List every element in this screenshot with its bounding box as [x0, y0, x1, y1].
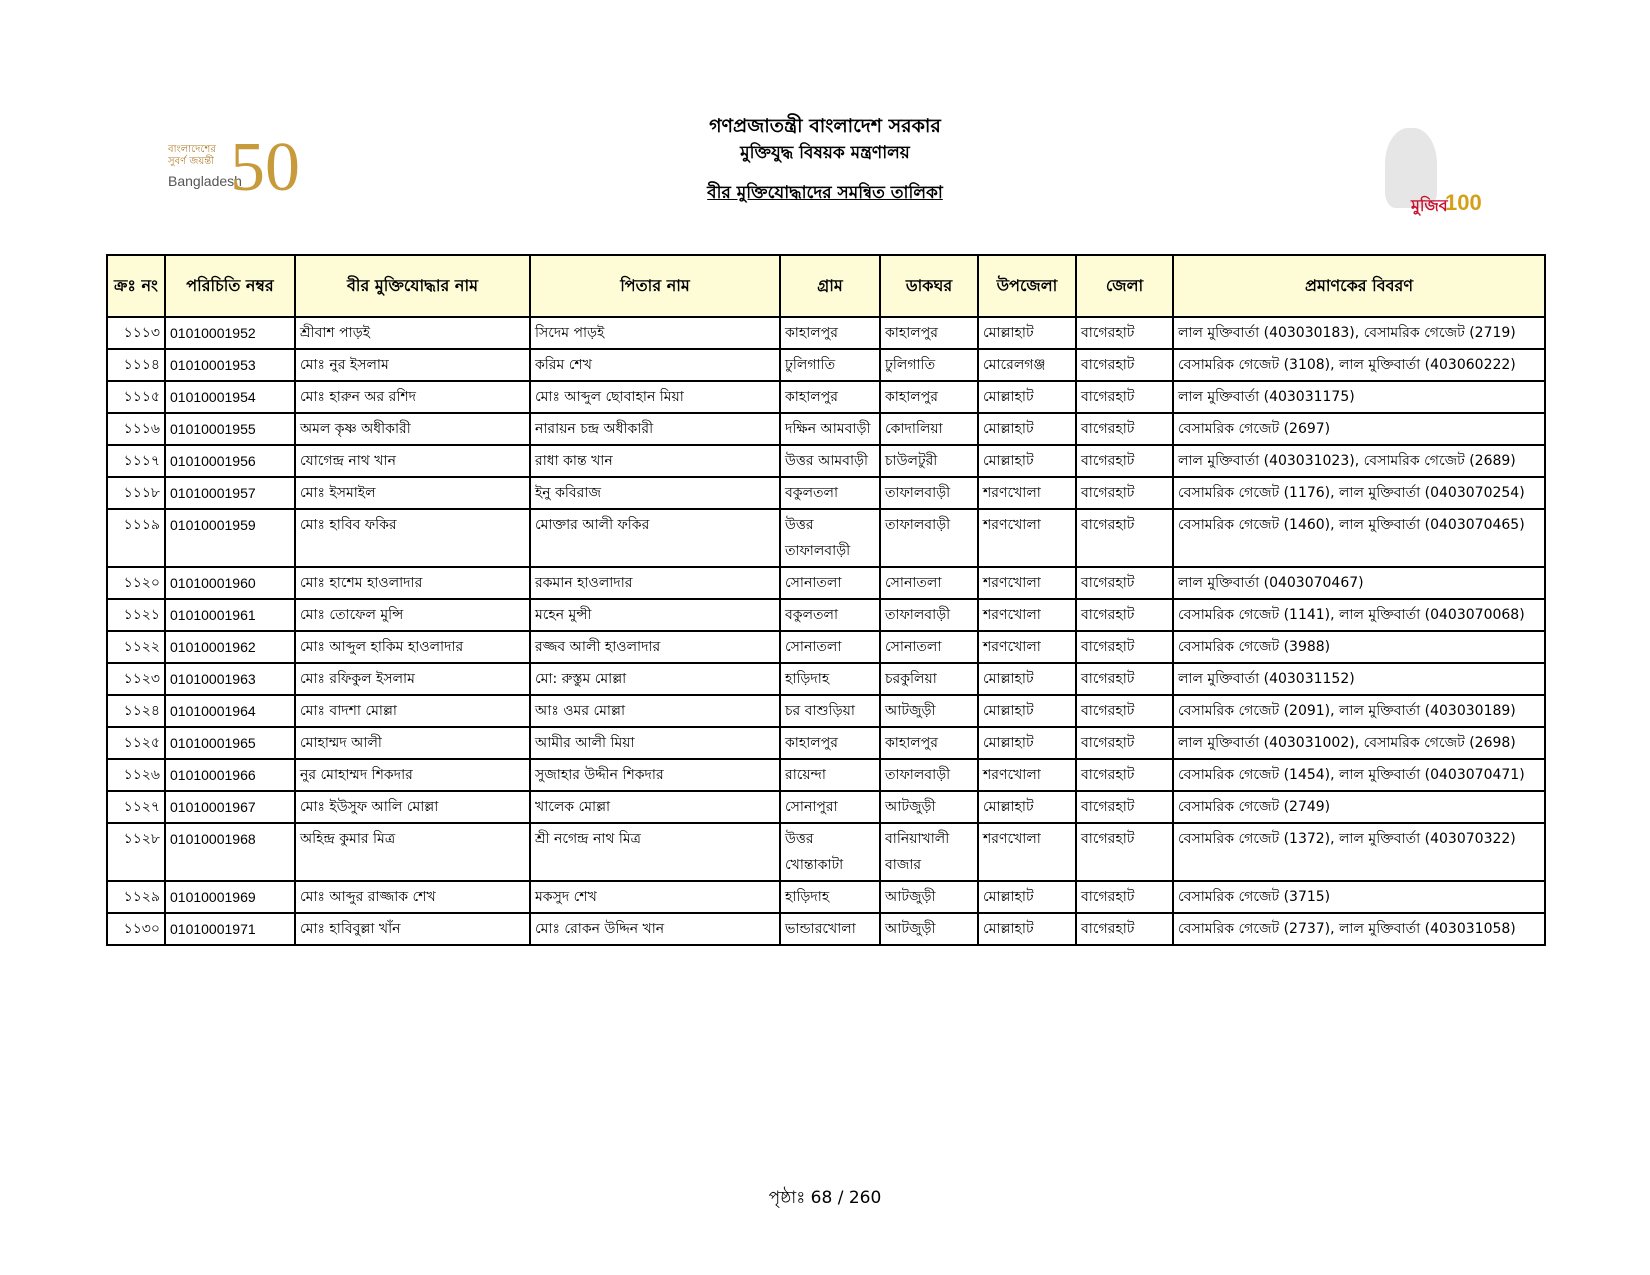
village-cell: হাড়িদাহ: [780, 881, 880, 913]
id-number-cell: 01010001971: [165, 913, 295, 945]
table-row: [107, 567, 1545, 599]
village-cell: বকুলতলা: [780, 599, 880, 631]
id-number-cell: 01010001955: [165, 413, 295, 445]
serial-header: ক্রঃ নং: [107, 255, 165, 317]
evidence-cell: বেসামরিক গেজেট (3108), লাল মুক্তিবার্তা (403060222): [1173, 349, 1545, 381]
father-name-cell: ইনু কবিরাজ: [530, 477, 780, 509]
page-number: পৃষ্ঠাঃ 68 / 260: [768, 1188, 882, 1208]
table-row: [107, 317, 1545, 349]
district-cell: বাগেরহাট: [1076, 599, 1173, 631]
id-number-cell: 01010001969: [165, 881, 295, 913]
id-number-header: পরিচিতি নম্বর: [165, 255, 295, 317]
post-office-cell: তাফালবাড়ী: [880, 509, 978, 567]
serial-cell: ১১২১: [107, 599, 165, 631]
table-row: [107, 509, 1545, 567]
evidence-cell: বেসামরিক গেজেট (1460), লাল মুক্তিবার্তা (0403070465): [1173, 509, 1545, 567]
village-cell: কাহালপুর: [780, 381, 880, 413]
logo-right-bn-text: মুজিব: [1411, 196, 1448, 215]
upazila-cell: মোল্লাহাট: [978, 445, 1076, 477]
id-number-cell: 01010001966: [165, 759, 295, 791]
fighter-name-cell: মোঃ বাদশা মোল্লা: [295, 695, 530, 727]
district-cell: বাগেরহাট: [1076, 791, 1173, 823]
upazila-cell: শরণখোলা: [978, 823, 1076, 881]
post-office-cell: চরকুলিয়া: [880, 663, 978, 695]
upazila-cell: মোল্লাহাট: [978, 727, 1076, 759]
village-cell: উত্তর আমবাড়ী: [780, 445, 880, 477]
id-number-cell: 01010001967: [165, 791, 295, 823]
post-office-cell: ঢুলিগাতি: [880, 349, 978, 381]
fighter-name-cell: যোগেন্দ্র নাথ খান: [295, 445, 530, 477]
village-cell: সোনাপুরা: [780, 791, 880, 823]
upazila-cell: মোল্লাহাট: [978, 413, 1076, 445]
serial-cell: ১১২৬: [107, 759, 165, 791]
serial-cell: ১১১৩: [107, 317, 165, 349]
district-cell: বাগেরহাট: [1076, 759, 1173, 791]
serial-cell: ১১২৪: [107, 695, 165, 727]
fighter-name-cell: মোঃ হাবিবুল্লা খাঁন: [295, 913, 530, 945]
upazila-cell: শরণখোলা: [978, 631, 1076, 663]
upazila-cell: শরণখোলা: [978, 509, 1076, 567]
district-cell: বাগেরহাট: [1076, 823, 1173, 881]
post-office-cell: তাফালবাড়ী: [880, 477, 978, 509]
upazila-cell: শরণখোলা: [978, 477, 1076, 509]
upazila-header: উপজেলা: [978, 255, 1076, 317]
upazila-cell: শরণখোলা: [978, 599, 1076, 631]
village-cell: হাড়িদাহ: [780, 663, 880, 695]
village-cell: দক্ষিন আমবাড়ী: [780, 413, 880, 445]
fighter-name-cell: শ্রীবাশ পাড়ই: [295, 317, 530, 349]
village-cell: সোনাতলা: [780, 631, 880, 663]
table-row: [107, 349, 1545, 381]
upazila-cell: মোল্লাহাট: [978, 381, 1076, 413]
id-number-cell: 01010001968: [165, 823, 295, 881]
evidence-cell: বেসামরিক গেজেট (3988): [1173, 631, 1545, 663]
serial-cell: ১১২৩: [107, 663, 165, 695]
table-row: [107, 631, 1545, 663]
id-number-cell: 01010001962: [165, 631, 295, 663]
father-name-cell: রজ্জব আলী হাওলাদার: [530, 631, 780, 663]
government-title: গণপ্রজাতন্ত্রী বাংলাদেশ সরকার: [709, 115, 941, 137]
father-name-cell: মোক্তার আলী ফকির: [530, 509, 780, 567]
post-office-cell: আটজুড়ী: [880, 913, 978, 945]
father-name-cell: মহেন মুন্সী: [530, 599, 780, 631]
serial-cell: ১১২৭: [107, 791, 165, 823]
table-row: [107, 663, 1545, 695]
village-cell: সোনাতলা: [780, 567, 880, 599]
district-cell: বাগেরহাট: [1076, 695, 1173, 727]
serial-cell: ১১২০: [107, 567, 165, 599]
serial-cell: ১১১৬: [107, 413, 165, 445]
fighter-name-cell: মোঃ আব্দুর রাজ্জাক শেখ: [295, 881, 530, 913]
fighter-name-cell: মোহাম্মদ আলী: [295, 727, 530, 759]
district-cell: বাগেরহাট: [1076, 663, 1173, 695]
fighter-name-cell: মোঃ ইসমাইল: [295, 477, 530, 509]
father-name-cell: রাধা কান্ত খান: [530, 445, 780, 477]
evidence-cell: বেসামরিক গেজেট (1141), লাল মুক্তিবার্তা (0403070068): [1173, 599, 1545, 631]
id-number-cell: 01010001957: [165, 477, 295, 509]
father-name-cell: সিদেম পাড়ই: [530, 317, 780, 349]
village-cell: রায়েন্দা: [780, 759, 880, 791]
father-name-cell: সুজাহার উদ্দীন শিকদার: [530, 759, 780, 791]
district-cell: বাগেরহাট: [1076, 567, 1173, 599]
upazila-cell: শরণখোলা: [978, 759, 1076, 791]
serial-cell: ১১২৮: [107, 823, 165, 881]
father-name-cell: নারায়ন চন্দ্র অধীকারী: [530, 413, 780, 445]
post-office-cell: আটজুড়ী: [880, 791, 978, 823]
table-header-row: [107, 255, 1545, 317]
post-office-cell: চাউলটুরী: [880, 445, 978, 477]
village-cell: উত্তর খোন্তাকাটা: [780, 823, 880, 881]
district-cell: বাগেরহাট: [1076, 881, 1173, 913]
fighter-name-cell: নুর মোহাম্মদ শিকদার: [295, 759, 530, 791]
district-header: জেলা: [1076, 255, 1173, 317]
evidence-cell: বেসামরিক গেজেট (1372), লাল মুক্তিবার্তা (403070322): [1173, 823, 1545, 881]
evidence-cell: লাল মুক্তিবার্তা (0403070467): [1173, 567, 1545, 599]
upazila-cell: শরণখোলা: [978, 567, 1076, 599]
evidence-cell: বেসামরিক গেজেট (2091), লাল মুক্তিবার্তা (403030189): [1173, 695, 1545, 727]
village-cell: কাহালপুর: [780, 317, 880, 349]
serial-cell: ১১২৫: [107, 727, 165, 759]
mujib-100-logo: [1375, 128, 1485, 228]
upazila-cell: মোল্লাহাট: [978, 695, 1076, 727]
post-office-cell: কাহালপুর: [880, 727, 978, 759]
father-name-header: পিতার নাম: [530, 255, 780, 317]
evidence-cell: বেসামরিক গেজেট (3715): [1173, 881, 1545, 913]
fighter-name-cell: মোঃ হারুন অর রশিদ: [295, 381, 530, 413]
table-row: [107, 881, 1545, 913]
father-name-cell: আঃ ওমর মোল্লা: [530, 695, 780, 727]
logo-right-number: 100: [1445, 190, 1482, 215]
upazila-cell: মোরেলগঞ্জ: [978, 349, 1076, 381]
post-office-cell: বানিয়াখালী বাজার: [880, 823, 978, 881]
fighter-name-cell: মোঃ রফিকুল ইসলাম: [295, 663, 530, 695]
district-cell: বাগেরহাট: [1076, 349, 1173, 381]
father-name-cell: খালেক মোল্লা: [530, 791, 780, 823]
district-cell: বাগেরহাট: [1076, 509, 1173, 567]
village-cell: ভান্ডারখোলা: [780, 913, 880, 945]
id-number-cell: 01010001960: [165, 567, 295, 599]
serial-cell: ১১১৪: [107, 349, 165, 381]
table-row: [107, 759, 1545, 791]
fighter-name-cell: মোঃ নুর ইসলাম: [295, 349, 530, 381]
table-row: [107, 791, 1545, 823]
district-cell: বাগেরহাট: [1076, 413, 1173, 445]
fighter-name-cell: মোঃ ইউসুফ আলি মোল্লা: [295, 791, 530, 823]
post-office-cell: কাহালপুর: [880, 381, 978, 413]
father-name-cell: মো: রুস্তুম মোল্লা: [530, 663, 780, 695]
serial-cell: ১১২২: [107, 631, 165, 663]
serial-cell: ১১১৯: [107, 509, 165, 567]
father-name-cell: মোঃ আব্দুল ছোবাহান মিয়া: [530, 381, 780, 413]
list-title: বীর মুক্তিযোদ্ধাদের সমন্বিত তালিকা: [707, 183, 943, 203]
post-office-cell: কাহালপুর: [880, 317, 978, 349]
table-row: [107, 445, 1545, 477]
fighter-name-header: বীর মুক্তিযোদ্ধার নাম: [295, 255, 530, 317]
district-cell: বাগেরহাট: [1076, 477, 1173, 509]
table-row: [107, 913, 1545, 945]
id-number-cell: 01010001956: [165, 445, 295, 477]
evidence-cell: বেসামরিক গেজেট (2737), লাল মুক্তিবার্তা (403031058): [1173, 913, 1545, 945]
evidence-cell: লাল মুক্তিবার্তা (403031175): [1173, 381, 1545, 413]
logo-left-number: 50: [230, 129, 300, 206]
fighter-name-cell: মোঃ আব্দুল হাকিম হাওলাদার: [295, 631, 530, 663]
father-name-cell: মকসুদ শেখ: [530, 881, 780, 913]
freedom-fighters-table: [106, 254, 1546, 946]
evidence-cell: বেসামরিক গেজেট (2749): [1173, 791, 1545, 823]
table-row: [107, 727, 1545, 759]
post-office-cell: সোনাতলা: [880, 567, 978, 599]
fighter-name-cell: অহিন্দ্র কুমার মিত্র: [295, 823, 530, 881]
district-cell: বাগেরহাট: [1076, 445, 1173, 477]
district-cell: বাগেরহাট: [1076, 381, 1173, 413]
post-office-cell: তাফালবাড়ী: [880, 759, 978, 791]
upazila-cell: মোল্লাহাট: [978, 317, 1076, 349]
village-cell: ঢুলিগাতি: [780, 349, 880, 381]
father-name-cell: আমীর আলী মিয়া: [530, 727, 780, 759]
village-header: গ্রাম: [780, 255, 880, 317]
upazila-cell: মোল্লাহাট: [978, 913, 1076, 945]
evidence-cell: লাল মুক্তিবার্তা (403031023), বেসামরিক গেজেট (2689): [1173, 445, 1545, 477]
evidence-cell: বেসামরিক গেজেট (1454), লাল মুক্তিবার্তা (0403070471): [1173, 759, 1545, 791]
district-cell: বাগেরহাট: [1076, 727, 1173, 759]
upazila-cell: মোল্লাহাট: [978, 881, 1076, 913]
evidence-cell: লাল মুক্তিবার্তা (403030183), বেসামরিক গেজেট (2719): [1173, 317, 1545, 349]
id-number-cell: 01010001959: [165, 509, 295, 567]
id-number-cell: 01010001965: [165, 727, 295, 759]
post-office-cell: সোনাতলা: [880, 631, 978, 663]
logo-left-en-text: Bangladesh: [168, 173, 242, 189]
evidence-cell: লাল মুক্তিবার্তা (403031002), বেসামরিক গেজেট (2698): [1173, 727, 1545, 759]
id-number-cell: 01010001964: [165, 695, 295, 727]
ministry-title: মুক্তিযুদ্ধ বিষয়ক মন্ত্রণালয়: [740, 143, 910, 163]
evidence-cell: লাল মুক্তিবার্তা (403031152): [1173, 663, 1545, 695]
logo-left-bn-text: বাংলাদেশের সুবর্ণ জয়ন্তী: [168, 144, 216, 167]
serial-cell: ১১১৮: [107, 477, 165, 509]
evidence-cell: বেসামরিক গেজেট (1176), লাল মুক্তিবার্তা (0403070254): [1173, 477, 1545, 509]
district-cell: বাগেরহাট: [1076, 913, 1173, 945]
table-body: [107, 317, 1545, 945]
table-row: [107, 599, 1545, 631]
table-row: [107, 413, 1545, 445]
post-office-cell: তাফালবাড়ী: [880, 599, 978, 631]
father-name-cell: শ্রী নগেন্দ্র নাথ মিত্র: [530, 823, 780, 881]
id-number-cell: 01010001952: [165, 317, 295, 349]
serial-cell: ১১১৫: [107, 381, 165, 413]
post-office-cell: কোদালিয়া: [880, 413, 978, 445]
upazila-cell: মোল্লাহাট: [978, 791, 1076, 823]
village-cell: বকুলতলা: [780, 477, 880, 509]
table-row: [107, 477, 1545, 509]
evidence-cell: বেসামরিক গেজেট (2697): [1173, 413, 1545, 445]
id-number-cell: 01010001954: [165, 381, 295, 413]
id-number-cell: 01010001953: [165, 349, 295, 381]
post-office-cell: আটজুড়ী: [880, 881, 978, 913]
post-office-cell: আটজুড়ী: [880, 695, 978, 727]
village-cell: কাহালপুর: [780, 727, 880, 759]
fighter-name-cell: মোঃ তোফেল মুন্সি: [295, 599, 530, 631]
village-cell: চর বাশুড়িয়া: [780, 695, 880, 727]
district-cell: বাগেরহাট: [1076, 317, 1173, 349]
fighter-name-cell: অমল কৃষ্ণ অধীকারী: [295, 413, 530, 445]
serial-cell: ১১৩০: [107, 913, 165, 945]
id-number-cell: 01010001961: [165, 599, 295, 631]
serial-cell: ১১১৭: [107, 445, 165, 477]
id-number-cell: 01010001963: [165, 663, 295, 695]
village-cell: উত্তর তাফালবাড়ী: [780, 509, 880, 567]
fighter-name-cell: মোঃ হাবিব ফকির: [295, 509, 530, 567]
table-row: [107, 695, 1545, 727]
district-cell: বাগেরহাট: [1076, 631, 1173, 663]
father-name-cell: মোঃ রোকন উদ্দিন খান: [530, 913, 780, 945]
post-office-header: ডাকঘর: [880, 255, 978, 317]
evidence-header: প্রমাণকের বিবরণ: [1173, 255, 1545, 317]
table-row: [107, 823, 1545, 881]
fighter-name-cell: মোঃ হাশেম হাওলাদার: [295, 567, 530, 599]
serial-cell: ১১২৯: [107, 881, 165, 913]
upazila-cell: মোল্লাহাট: [978, 663, 1076, 695]
father-name-cell: করিম শেখ: [530, 349, 780, 381]
bangladesh-50-logo: [168, 130, 318, 215]
father-name-cell: রকমান হাওলাদার: [530, 567, 780, 599]
table-row: [107, 381, 1545, 413]
